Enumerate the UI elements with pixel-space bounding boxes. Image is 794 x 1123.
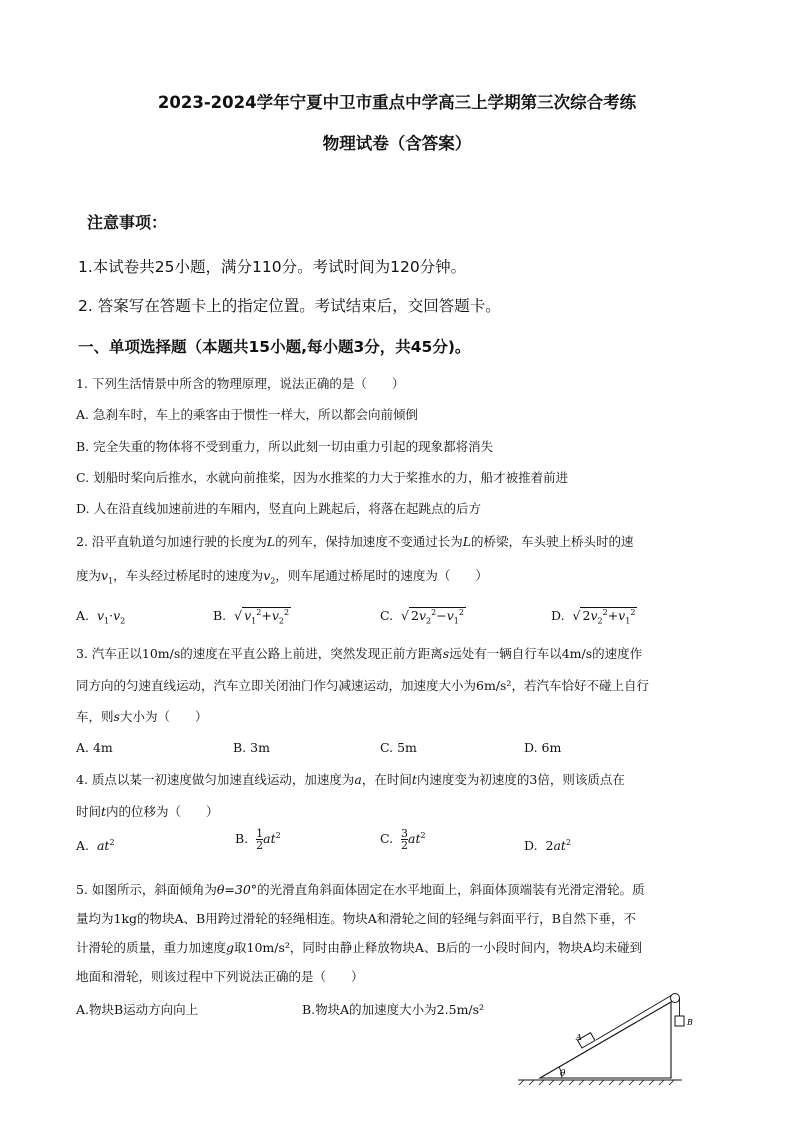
q4-stem-line-2: 时间t内的位移为（ ） — [76, 804, 219, 819]
q1-option-b: B. 完全失重的物体将不受到重力，所以此刻一切由重力引起的现象都将消失 — [76, 439, 494, 454]
title-line-1: 2023-2024学年宁夏中卫市重点中学高三上学期第三次综合考练 — [157, 93, 637, 112]
q2-option-d: D. √ $2v_2^2+v_1^2$ — [551, 608, 636, 626]
q5-option-a: A.物块B运动方向向上 — [76, 1002, 199, 1017]
q5-stem-line-2: 量均为1kg的物块A、B用跨过滑轮的轻绳相连。物块A和滑轮之间的轻绳与斜面平行，B自然下垂，不 — [76, 911, 636, 926]
q5-stem-line-1: 5. 如图所示，斜面倾角为θ=30°的光滑直角斜面体固定在水平地面上，斜面体顶端装有光滑定滑轮。质 — [76, 882, 645, 897]
note-1: 1.本试卷共25小题，满分110分。考试时间为120分钟。 — [78, 258, 467, 276]
block-a-label: A — [576, 1033, 582, 1042]
q3-option-b: B. 3m — [233, 740, 270, 755]
q2-option-a: A. $v_1\cdot v_2$ — [76, 608, 126, 626]
fraction-three-halves: $\frac{3}{2}$ — [401, 827, 409, 852]
q4-option-d: D. $2at^2$ — [524, 838, 572, 854]
q4-option-a: A. $at^2$ — [76, 838, 115, 854]
q2-option-c: C. √ $2v_2^2-v_1^2$ — [380, 608, 464, 626]
block-b-label: B — [687, 1018, 693, 1027]
ground-hatch — [519, 1080, 674, 1085]
q2-stem-line-2: 度为$v_1$，车头经过桥尾时的速度为$v_2$，则车尾通过桥尾时的速度为（ ） — [76, 568, 488, 586]
q5-stem-line-3: 计滑轮的质量，重力加速度g取10m/s²，同时由静止释放物块A、B后的一小段时间内，物块A均未碰到 — [76, 940, 643, 955]
block-b — [675, 1016, 684, 1026]
theta-label: θ — [560, 1069, 566, 1079]
incline-pulley-figure — [518, 990, 718, 1086]
q2-stem-line-1: 2. 沿平直轨道匀加速行驶的长度为L的列车，保持加速度不变通过长为L的桥梁，车头驶上桥头时的速 — [76, 534, 634, 549]
q4-stem-line-1: 4. 质点以某一初速度做匀加速直线运动，加速度为a，在时间t内速度变为初速度的3倍，则该质点在 — [76, 772, 625, 787]
q3-stem-line-3: 车，则s大小为（ ） — [76, 709, 208, 724]
q3-option-c: C. 5m — [380, 740, 417, 755]
q1-stem: 1. 下列生活情景中所含的物理原理，说法正确的是（ ） — [76, 376, 405, 391]
q1-option-a: A. 急刹车时，车上的乘客由于惯性一样大，所以都会向前倾倒 — [76, 407, 418, 422]
q3-stem-line-2: 同方向的匀速直线运动，汽车立即关闭油门作匀减速运动，加速度大小为6m/s²，若汽车恰好不碰上自行 — [76, 678, 649, 693]
section-title: 一、单项选择题（本题共15小题,每小题3分，共45分)。 — [78, 338, 471, 356]
rope-incline — [596, 995, 672, 1040]
q4-option-c: C. $\frac{3}{2}$ $at^2$ — [380, 827, 426, 852]
q1-option-d: D. 人在沿直线加速前进的车厢内，竖直向上跳起后，将落在起跳点的后方 — [76, 501, 482, 516]
title-line-2: 物理试卷（含答案） — [322, 134, 472, 153]
q3-option-d: D. 6m — [524, 740, 562, 755]
q5-option-b: B.物块A的加速度大小为2.5m/s² — [302, 1002, 485, 1017]
q3-stem-line-1: 3. 汽车正以10m/s的速度在平直公路上前进，突然发现正前方距离s远处有一辆自行车以4m/s的速度作 — [76, 646, 643, 661]
note-2: 2. 答案写在答题卡上的指定位置。考试结束后，交回答题卡。 — [78, 297, 501, 315]
q3-option-a: A. 4m — [76, 740, 113, 755]
q1-option-c: C. 划船时桨向后推水，水就向前推桨，因为水推桨的力大于桨推水的力，船才被推着前进 — [76, 470, 569, 485]
q2-option-b: B. √ $v_1^2+v_2^2$ — [213, 608, 290, 626]
notes-heading: 注意事项： — [87, 213, 168, 232]
fraction-one-half: $\frac{1}{2}$ — [256, 827, 264, 852]
q4-option-b: B. $\frac{1}{2}$ $at^2$ — [235, 827, 281, 852]
q5-stem-line-4: 地面和滑轮，则该过程中下列说法正确的是（ ） — [76, 969, 364, 984]
incline-wedge — [540, 1002, 671, 1078]
